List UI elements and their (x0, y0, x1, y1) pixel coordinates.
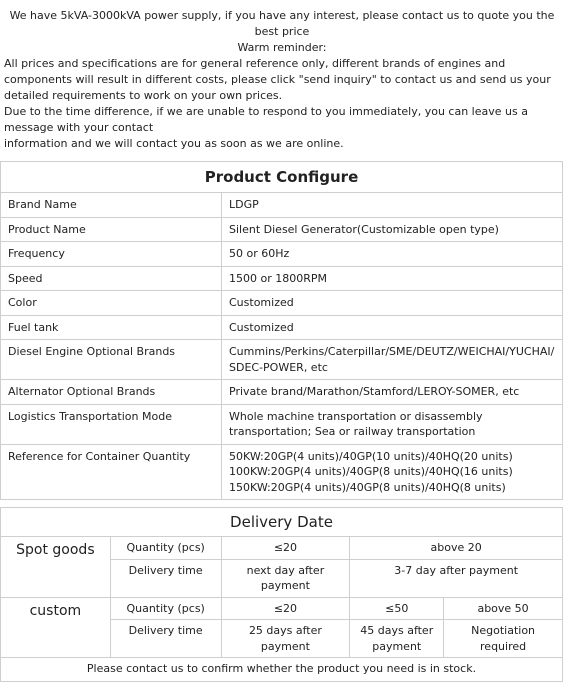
config-value: Whole machine transportation or disassembly transportation; Sea or railway transportation (222, 404, 563, 444)
table-row (1, 404, 563, 444)
table-row (1, 315, 563, 340)
container-quantity-line: 100KW:20GP(4 units)/40GP(8 units)/40HQ(16 units) (229, 465, 513, 478)
config-label: Diesel Engine Optional Brands (1, 340, 222, 380)
custom-quantity-2: ≤50 (350, 597, 444, 620)
custom-quantity-3: above 50 (444, 597, 563, 620)
spot-quantity-1: ≤20 (221, 537, 350, 560)
delivery-table-title: Delivery Date (1, 508, 563, 537)
config-label: Brand Name (1, 193, 222, 218)
delivery-date-table (0, 507, 563, 682)
table-row (1, 444, 563, 500)
table-row (1, 217, 563, 242)
custom-quantity-label: Quantity (pcs) (110, 597, 221, 620)
config-label: Alternator Optional Brands (1, 380, 222, 405)
intro-paragraph-pricing: All prices and specifications are for general reference only, different brands of engines and components will result in different costs, please click "send inquiry" to contact us and send us your detailed requirements to work on your own prices. (4, 57, 551, 102)
custom-label: custom (1, 597, 111, 658)
config-value (222, 444, 563, 500)
config-value: Customized (222, 315, 563, 340)
config-value: 50 or 60Hz (222, 242, 563, 267)
intro-paragraph-timezone: Due to the time difference, if we are unable to respond to you immediately, you can leave us a message with your contact (4, 105, 528, 134)
spot-quantity-label: Quantity (pcs) (110, 537, 221, 560)
container-quantity-line: 50KW:20GP(4 units)/40GP(10 units)/40HQ(20 units) (229, 449, 513, 463)
table-row (1, 266, 563, 291)
product-configure-table (0, 161, 563, 500)
custom-quantity-1: ≤20 (221, 597, 350, 620)
config-value: LDGP (222, 193, 563, 218)
spot-delivery-label: Delivery time (110, 559, 221, 597)
config-value: Cummins/Perkins/Caterpillar/SME/DEUTZ/WEICHAI/YUCHAI/SDEC-POWER, etc (222, 340, 563, 380)
stock-notice: Please contact us to confirm whether the product you need is in stock. (1, 658, 563, 682)
table-row (1, 537, 563, 560)
table-row (1, 380, 563, 405)
table-row (1, 291, 563, 316)
spot-goods-label: Spot goods (1, 537, 111, 598)
intro-paragraph-contact: information and we will contact you as soon as we are online. (4, 137, 344, 150)
config-label: Speed (1, 266, 222, 291)
container-quantity-line: 150KW:20GP(4 units)/40GP(8 units)/40HQ(8 units) (229, 480, 506, 494)
config-label: Logistics Transportation Mode (1, 404, 222, 444)
spot-quantity-2: above 20 (350, 537, 563, 560)
table-row (1, 193, 563, 218)
config-label: Reference for Container Quantity (1, 444, 222, 500)
table-row (1, 242, 563, 267)
table-row (1, 597, 563, 620)
custom-delivery-1: 25 days after payment (221, 620, 350, 658)
spot-delivery-2: 3-7 day after payment (350, 559, 563, 597)
table-row (1, 340, 563, 380)
intro-section (0, 0, 564, 152)
custom-delivery-2: 45 days after payment (350, 620, 444, 658)
config-label: Fuel tank (1, 315, 222, 340)
config-value: Customized (222, 291, 563, 316)
config-label: Product Name (1, 217, 222, 242)
custom-delivery-label: Delivery time (110, 620, 221, 658)
config-value: Private brand/Marathon/Stamford/LEROY-SOMER, etc (222, 380, 563, 405)
config-label: Frequency (1, 242, 222, 267)
reminder-title: Warm reminder: (237, 41, 327, 54)
spot-delivery-1: next day after payment (221, 559, 350, 597)
intro-headline: We have 5kVA-3000kVA power supply, if you have any interest, please contact us to quote you the best price (9, 9, 555, 38)
config-value: Silent Diesel Generator(Customizable open type) (222, 217, 563, 242)
config-table-title: Product Configure (1, 162, 563, 193)
config-value: 1500 or 1800RPM (222, 266, 563, 291)
custom-delivery-3: Negotiation required (444, 620, 563, 658)
config-label: Color (1, 291, 222, 316)
